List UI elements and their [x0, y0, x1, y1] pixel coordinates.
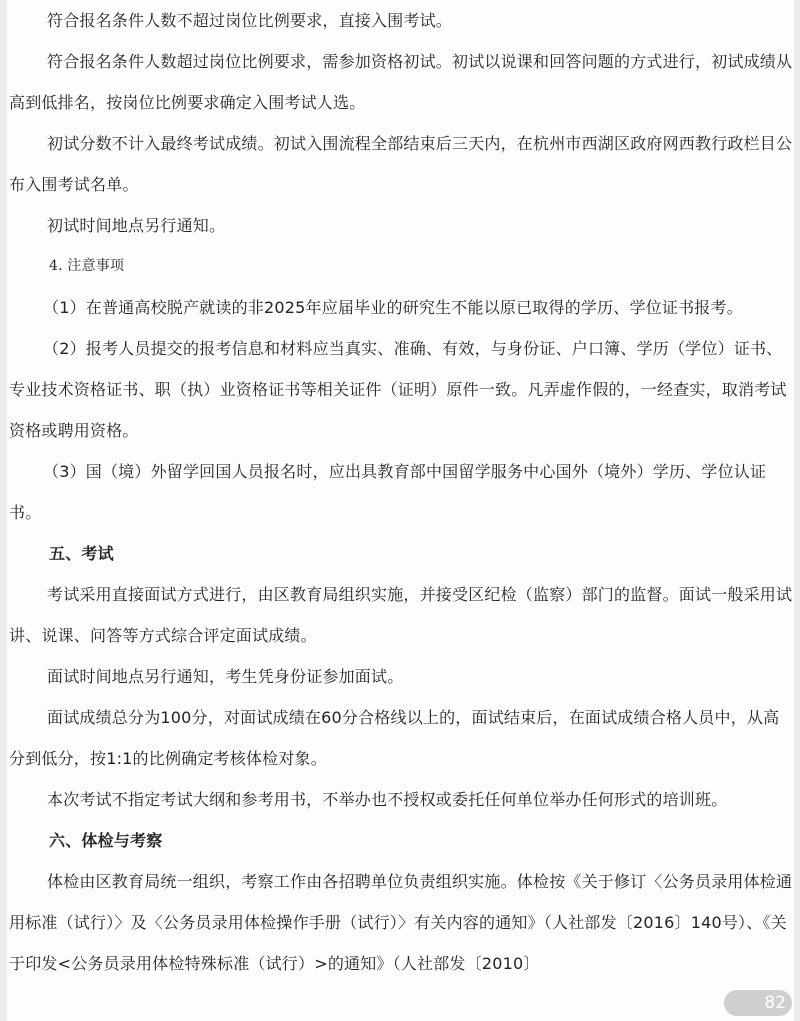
paragraph-score-not-counted: 初试分数不计入最终考试成绩。初试入围流程全部结束后三天内，在杭州市西湖区政府网西教行政栏目公布入围考试名单。 [9, 134, 793, 194]
paragraph-note-3: （3）国（境）外留学回国人员报名时，应出具教育部中国留学服务中心国外（境外）学历、学位认证书。 [9, 462, 767, 522]
paragraph-note-1: （1）在普通高校脱产就读的非2025年应届毕业的研究生不能以原已取得的学历、学位证书报考。 [43, 298, 743, 317]
paragraph-note-2: （2）报考人员提交的报考信息和材料应当真实、准确、有效，与身份证、户口簿、学历（学位）证书、专业技术资格证书、职（执）业资格证书等相关证件（证明）原件一致。凡弄虚作假的，一经查实，取消考试资格或聘用资格。 [9, 339, 787, 440]
paragraph-exam-method: 考试采用直接面试方式进行，由区教育局组织实施，并接受区纪检（监察）部门的监督。面试一般采用试讲、说课、问答等方式综合评定面试成绩。 [9, 585, 793, 645]
section-heading-exam: 五、考试 [49, 544, 114, 563]
page-number-badge[interactable]: 82 [724, 990, 792, 1016]
paragraph-direct-entry: 符合报名条件人数不超过岗位比例要求，直接入围考试。 [47, 11, 453, 30]
paragraph-preliminary-time: 初试时间地点另行通知。 [47, 216, 226, 235]
paragraph-interview-score: 面试成绩总分为100分，对面试成绩在60分合格线以上的，面试结束后，在面试成绩合格人员中，从高分到低分，按1:1的比例确定考核体检对象。 [9, 708, 780, 768]
left-margin-strip [0, 0, 7, 1021]
paragraph-interview-time: 面试时间地点另行通知，考生凭身份证参加面试。 [47, 667, 404, 686]
section-heading-notes: 4. 注意事项 [49, 258, 125, 274]
paragraph-physical-exam: 体检由区教育局统一组织，考察工作由各招聘单位负责组织实施。体检按《关于修订〈公务员录用体检通用标准（试行）〉及〈公务员录用体检操作手册（试行）〉有关内容的通知》（人社部发〔2016〕140号）、《关于印发<公务员录用体检特殊标准（试行）>的通知》（人社部发〔2010〕 [9, 872, 793, 973]
paragraph-preliminary-test: 符合报名条件人数超过岗位比例要求，需参加资格初试。初试以说课和回答问题的方式进行，初试成绩从高到低排名，按岗位比例要求确定入围考试人选。 [9, 52, 793, 112]
section-heading-physical: 六、体检与考察 [49, 831, 163, 850]
paragraph-no-syllabus: 本次考试不指定考试大纲和参考用书，不举办也不授权或委托任何单位举办任何形式的培训班。 [47, 790, 728, 809]
document-body [9, 0, 795, 984]
